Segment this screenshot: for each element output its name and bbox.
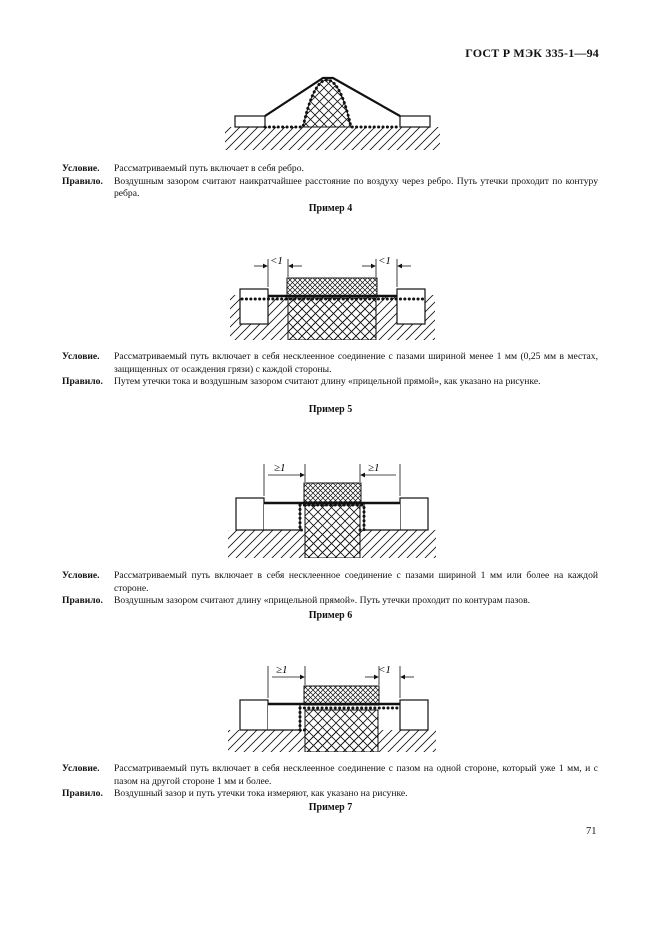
- dimension-left: ≥1: [276, 664, 288, 676]
- dimension-right: ≥1: [368, 462, 380, 474]
- rule-text: Путем утечки тока и воздушным зазором считают длину «прицельной прямой», как указано на рисунке.: [114, 376, 541, 387]
- condition-label: Условие.: [62, 570, 100, 581]
- rule-text: Воздушным зазором считают длину «прицельной прямой». Путь утечки проходит по контурам пазов.: [114, 595, 531, 606]
- rule-text: Воздушным зазором считают наикратчайшее расстояние по воздуху через ребро. Путь утечки проходит по контуру ребра.: [114, 175, 598, 199]
- example-heading-4: Пример 4: [308, 203, 353, 214]
- condition-label: Условие.: [62, 351, 100, 362]
- page-header: ГОСТ Р МЭК 335-1—94: [465, 46, 599, 60]
- condition-text: Рассматриваемый путь включает в себя ребро.: [114, 163, 304, 174]
- condition-label: Условие.: [62, 763, 100, 774]
- text-block-2: [62, 351, 598, 389]
- text-block-4: [62, 763, 598, 801]
- figure-example-5: [228, 458, 436, 558]
- example-heading-6: Пример 6: [308, 610, 353, 621]
- rule-label: Правило.: [62, 376, 103, 387]
- dimension-right: <1: [378, 255, 391, 267]
- figure-rib: [225, 70, 440, 150]
- condition-text: Рассматриваемый путь включает в себя несклеенное соединение с пазами шириной менее 1 мм (0,25 мм в местах, защищенных от осаждения грязи) с каждой стороны.: [114, 351, 598, 375]
- dimension-right: <1: [378, 664, 391, 676]
- text-block-3: [62, 570, 598, 608]
- condition-text: Рассматриваемый путь включает в себя несклеенное соединение с пазом на одной стороне, который уже 1 мм, и с пазом на другой стороне 1 мм и более.: [114, 763, 598, 787]
- rule-text: Воздушный зазор и путь утечки тока измеряют, как указано на рисунке.: [114, 788, 408, 799]
- page-number: 71: [586, 826, 597, 837]
- example-heading-5: Пример 5: [308, 404, 353, 415]
- figure-example-6: [228, 660, 436, 752]
- rule-label: Правило.: [62, 788, 103, 799]
- condition-text: Рассматриваемый путь включает в себя несклеенное соединение с пазами шириной 1 мм или более на каждой стороне.: [114, 570, 598, 594]
- condition-label: Условие.: [62, 163, 100, 174]
- dimension-left: <1: [270, 255, 283, 267]
- rule-label: Правило.: [62, 175, 103, 187]
- dimension-left: ≥1: [274, 462, 286, 474]
- figure-example-4: [230, 255, 435, 340]
- example-heading-7: Пример 7: [308, 802, 353, 813]
- text-block-1: [62, 163, 598, 201]
- rule-label: Правило.: [62, 595, 103, 606]
